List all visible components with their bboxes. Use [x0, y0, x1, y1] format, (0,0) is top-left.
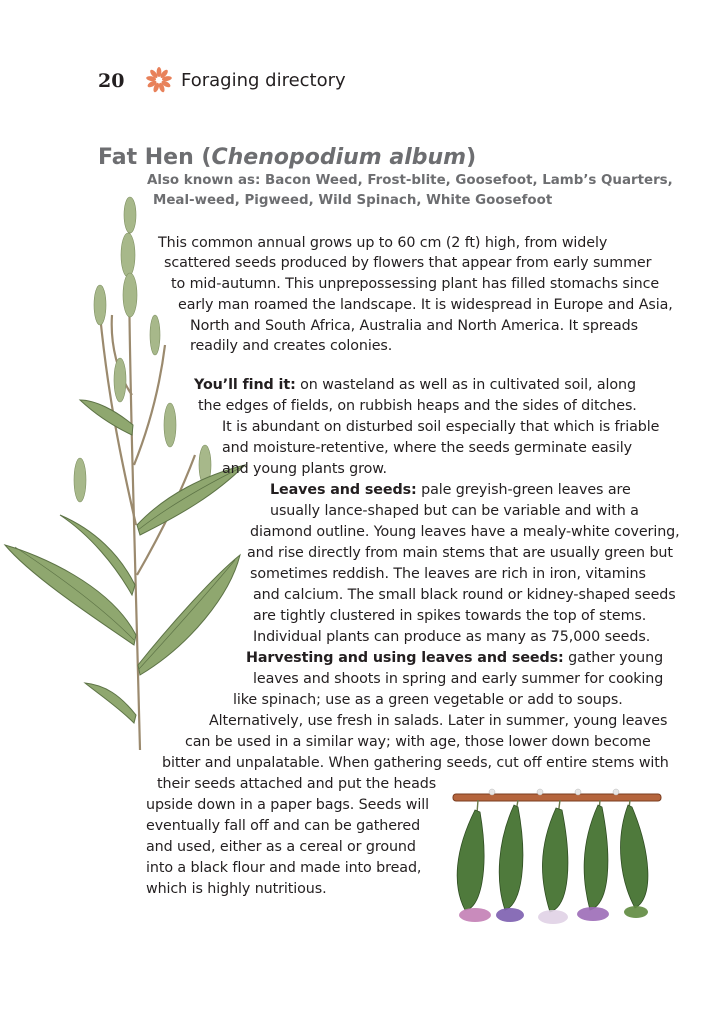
leaves-first: pale greyish-green leaves are: [416, 482, 631, 498]
intro-line: to mid-autumn. This unprepossessing plant has filled stomachs since: [171, 276, 660, 292]
find-line: the edges of fields, on rubbish heaps and the sides of ditches.: [198, 398, 637, 414]
drying-herbs-illustration: [450, 780, 665, 940]
harvest-line: which is highly nutritious.: [146, 881, 327, 897]
harvest-line: Alternatively, use fresh in salads. Later in summer, young leaves: [209, 713, 668, 729]
intro-line: readily and creates colonies.: [190, 338, 393, 354]
harvest-label: Harvesting and using leaves and seeds:: [246, 650, 564, 666]
find-line: and young plants grow.: [222, 461, 387, 477]
flower-icon: [145, 66, 173, 94]
intro-line: early man roamed the landscape. It is widespread in Europe and Asia,: [178, 297, 673, 313]
harvest-first: gather young: [563, 650, 664, 666]
harvest-line: and used, either as a cereal or ground: [146, 839, 416, 855]
also-known-as-line-1: Also known as: Bacon Weed, Frost-blite, Goosefoot, Lamb’s Quarters,: [147, 173, 673, 188]
leaves-line: are tightly clustered in spikes towards the top of stems.: [253, 608, 647, 624]
also-known-as-line-2: Meal-weed, Pigweed, Wild Spinach, White Goosefoot: [153, 193, 553, 208]
leaves-line: [270, 481, 631, 499]
harvest-line: like spinach; use as a green vegetable or add to soups.: [233, 692, 623, 708]
harvest-line: leaves and shoots in spring and early summer for cooking: [253, 671, 664, 687]
find-line: It is abundant on disturbed soil especially that which is friable: [222, 419, 660, 435]
find-line: and moisture-retentive, where the seeds germinate easily: [222, 440, 633, 456]
harvest-line: into a black flour and made into bread,: [146, 860, 422, 876]
common-name: Fat Hen (: [98, 145, 212, 170]
intro-line: North and South Africa, Australia and North America. It spreads: [190, 318, 638, 334]
latin-name: Chenopodium album: [211, 145, 467, 170]
leaves-line: and rise directly from main stems that are usually green but: [247, 545, 673, 561]
leaves-line: Individual plants can produce as many as 75,000 seeds.: [253, 629, 651, 645]
page-number: 20: [98, 70, 125, 92]
find-line: [194, 376, 636, 394]
harvest-line: eventually fall off and can be gathered: [146, 818, 421, 834]
leaves-line: diamond outline. Young leaves have a mealy-white covering,: [250, 524, 680, 540]
section-title: Foraging directory: [181, 70, 346, 91]
intro-line: This common annual grows up to 60 cm (2 ft) high, from widely: [158, 235, 608, 251]
leaves-line: sometimes reddish. The leaves are rich in iron, vitamins: [250, 566, 646, 582]
leaves-label: Leaves and seeds:: [270, 482, 417, 498]
harvest-line: can be used in a similar way; with age, those lower down become: [185, 734, 651, 750]
intro-line: scattered seeds produced by flowers that appear from early summer: [164, 255, 652, 271]
harvest-line: bitter and unpalatable. When gathering seeds, cut off entire stems with: [162, 755, 669, 771]
leaves-line: usually lance-shaped but can be variable and with a: [270, 503, 639, 519]
heading-close: ): [466, 145, 477, 170]
harvest-line: upside down in a paper bags. Seeds will: [146, 797, 430, 813]
find-first: on wasteland as well as in cultivated soil, along: [295, 377, 636, 393]
harvest-line: [246, 649, 663, 667]
harvest-line: their seeds attached and put the heads: [157, 776, 437, 792]
leaves-line: and calcium. The small black round or kidney-shaped seeds: [253, 587, 676, 603]
entry-heading: [98, 145, 476, 170]
find-label: You’ll find it:: [194, 377, 296, 393]
